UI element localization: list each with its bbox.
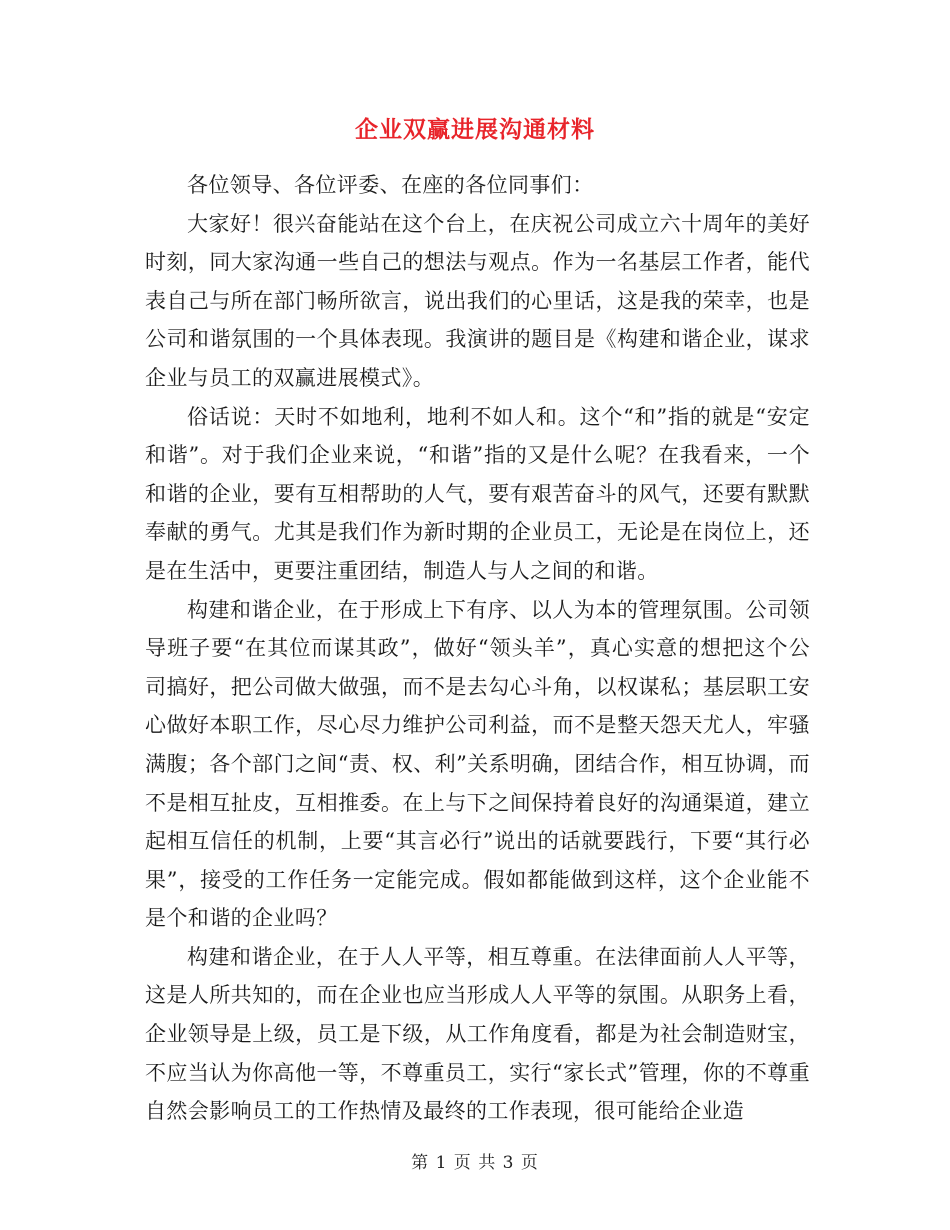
page-number-footer: 第 1 页 共 3 页	[411, 1153, 539, 1173]
paragraph-intro: 大家好！很兴奋能站在这个台上，在庆祝公司成立六十周年的美好时刻，同大家沟通一些自己的想法与观点。作为一名基层工作者，能代表自己与所在部门畅所欲言，说出我们的心里话，这是我的荣幸，也是公司和谐氛围的一个具体表现。我演讲的题目是《构建和谐企业，谋求企业与员工的双赢进展模式》。	[145, 211, 810, 390]
paragraph-greeting: 各位领导、各位评委、在座的各位同事们：	[187, 173, 594, 197]
paragraph-equality-respect: 构建和谐企业，在于人人平等，相互尊重。在法律面前人人平等，这是人所共知的，而在企业也应当形成人人平等的氛围。从职务上看，企业领导是上级，员工是下级，从工作角度看，都是为社会制造财宝，不应当认为你高他一等，不尊重员工，实行“家长式”管理，你的不尊重自然会影响员工的工作热情及最终的工作表现，很可能给企业造	[145, 944, 810, 1124]
paragraph-management-atmosphere: 构建和谐企业，在于形成上下有序、以人为本的管理氛围。公司领导班子要“在其位而谋其政”，做好“领头羊”，真心实意的想把这个公司搞好，把公司做大做强，而不是去勾心斗角，以权谋私；基层职工安心做好本职工作，尽心尽力维护公司利益，而不是整天怨天尤人，牢骚满腹；各个部门之间“责、权、利”关系明确，团结合作，相互协调，而不是相互扯皮，互相推委。在上与下之间保持着良好的沟通渠道，建立起相互信任的机制，上要“其言必行”说出的话就要践行，下要“其行必果”，接受的工作任务一定能完成。假如都能做到这样，这个企业能不是个和谐的企业吗？	[145, 597, 810, 931]
document-title: 企业双赢进展沟通材料	[355, 116, 595, 143]
document-body	[145, 166, 810, 1131]
paragraph-harmony-definition: 俗话说：天时不如地利，地利不如人和。这个“和”指的就是“安定和谐”。对于我们企业来说，“和谐”指的又是什么呢？在我看来，一个和谐的企业，要有互相帮助的人气，要有艰苦奋斗的风气，还要有默默奉献的勇气。尤其是我们作为新时期的企业员工，无论是在岗位上，还是在生活中，更要注重团结，制造人与人之间的和谐。	[145, 404, 810, 583]
